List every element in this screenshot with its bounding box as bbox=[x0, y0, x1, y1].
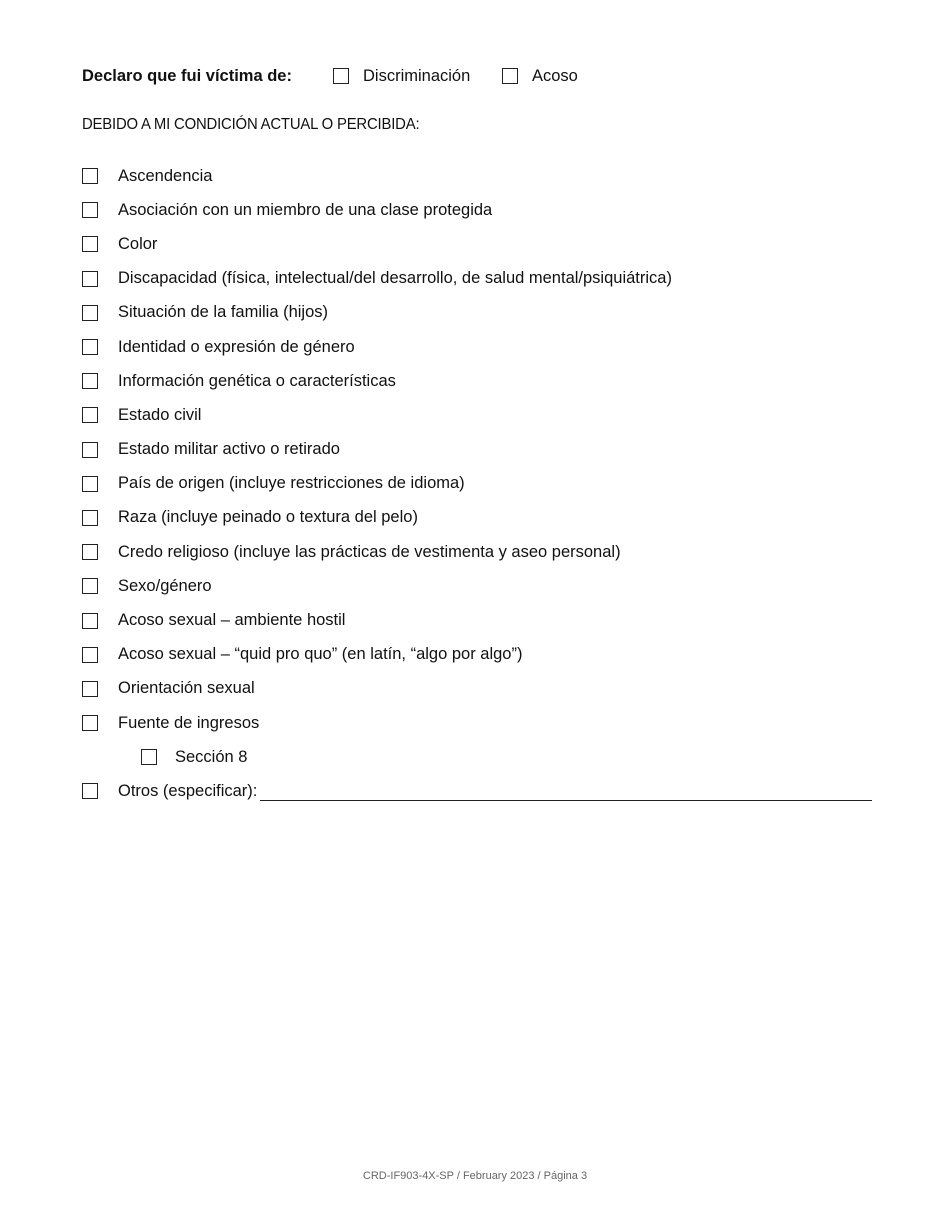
basis-item-gender-identity[interactable] bbox=[82, 330, 872, 364]
basis-item-disability[interactable] bbox=[82, 262, 872, 296]
section-subheading: DEBIDO A MI CONDICIÓN ACTUAL O PERCIBIDA: bbox=[82, 116, 420, 133]
basis-label: Información genética o características bbox=[118, 371, 396, 390]
basis-item-national-origin[interactable] bbox=[82, 467, 872, 501]
basis-checkbox[interactable] bbox=[82, 544, 98, 560]
basis-label: Sexo/género bbox=[118, 576, 212, 595]
basis-checkbox[interactable] bbox=[82, 373, 98, 389]
protected-basis-list bbox=[82, 159, 872, 809]
basis-item-genetic-info[interactable] bbox=[82, 364, 872, 398]
basis-checkbox[interactable] bbox=[82, 339, 98, 355]
basis-item-sexual-harassment-hostile[interactable] bbox=[82, 603, 872, 637]
page-footer: CRD-IF903-4X-SP / February 2023 / Página 3 bbox=[362, 1170, 588, 1182]
other-label: Otros (especificar): bbox=[118, 781, 258, 800]
basis-item-sex-gender[interactable] bbox=[82, 569, 872, 603]
basis-item-sexual-harassment-quid-pro-quo[interactable] bbox=[82, 638, 872, 672]
option-discrimination[interactable] bbox=[333, 67, 502, 86]
other-checkbox[interactable] bbox=[82, 783, 98, 799]
basis-item-religion[interactable] bbox=[82, 535, 872, 569]
basis-checkbox[interactable] bbox=[82, 681, 98, 697]
basis-checkbox[interactable] bbox=[82, 613, 98, 629]
basis-checkbox[interactable] bbox=[82, 442, 98, 458]
discrimination-label: Discriminación bbox=[363, 66, 471, 85]
basis-checkbox[interactable] bbox=[82, 407, 98, 423]
other-specify-field[interactable] bbox=[260, 782, 872, 801]
basis-label: Acoso sexual – “quid pro quo” (en latín, “algo por algo”) bbox=[118, 645, 523, 664]
basis-label: Ascendencia bbox=[118, 166, 213, 185]
basis-item-section-8[interactable] bbox=[82, 740, 872, 774]
basis-checkbox[interactable] bbox=[82, 236, 98, 252]
section-8-label: Sección 8 bbox=[175, 747, 248, 766]
basis-item-source-of-income[interactable] bbox=[82, 706, 872, 740]
basis-item-familial-status[interactable] bbox=[82, 296, 872, 330]
declaration-row bbox=[82, 64, 578, 88]
basis-item-sexual-orientation[interactable] bbox=[82, 672, 872, 706]
basis-checkbox[interactable] bbox=[82, 271, 98, 287]
basis-label: País de origen (incluye restricciones de idioma) bbox=[118, 474, 465, 493]
basis-checkbox[interactable] bbox=[82, 578, 98, 594]
basis-label: Situación de la familia (hijos) bbox=[118, 303, 329, 322]
basis-label: Orientación sexual bbox=[118, 679, 255, 698]
basis-checkbox[interactable] bbox=[82, 202, 98, 218]
basis-item-ancestry[interactable] bbox=[82, 159, 872, 193]
basis-item-other[interactable] bbox=[82, 774, 872, 808]
basis-item-marital-status[interactable] bbox=[82, 398, 872, 432]
basis-label: Raza (incluye peinado o textura del pelo) bbox=[118, 508, 418, 527]
harassment-label: Acoso bbox=[532, 66, 578, 85]
basis-item-association[interactable] bbox=[82, 193, 872, 227]
basis-label: Color bbox=[118, 234, 158, 253]
basis-checkbox[interactable] bbox=[82, 476, 98, 492]
basis-label: Fuente de ingresos bbox=[118, 713, 260, 732]
basis-label: Estado civil bbox=[118, 405, 202, 424]
basis-label: Acoso sexual – ambiente hostil bbox=[118, 611, 346, 630]
basis-checkbox[interactable] bbox=[82, 647, 98, 663]
basis-checkbox[interactable] bbox=[82, 715, 98, 731]
section-8-checkbox[interactable] bbox=[141, 749, 157, 765]
basis-item-color[interactable] bbox=[82, 227, 872, 261]
basis-label: Asociación con un miembro de una clase protegida bbox=[118, 200, 493, 219]
basis-checkbox[interactable] bbox=[82, 168, 98, 184]
declaration-label: Declaro que fui víctima de: bbox=[82, 66, 292, 85]
basis-label: Identidad o expresión de género bbox=[118, 337, 355, 356]
basis-label: Discapacidad (física, intelectual/del desarrollo, de salud mental/psiquiátrica) bbox=[118, 269, 672, 288]
basis-checkbox[interactable] bbox=[82, 510, 98, 526]
basis-item-race[interactable] bbox=[82, 501, 872, 535]
basis-item-military-status[interactable] bbox=[82, 433, 872, 467]
discrimination-checkbox[interactable] bbox=[333, 68, 349, 84]
basis-checkbox[interactable] bbox=[82, 305, 98, 321]
basis-label: Credo religioso (incluye las prácticas de vestimenta y aseo personal) bbox=[118, 542, 621, 561]
option-harassment[interactable] bbox=[502, 67, 578, 86]
basis-label: Estado militar activo o retirado bbox=[118, 440, 340, 459]
harassment-checkbox[interactable] bbox=[502, 68, 518, 84]
